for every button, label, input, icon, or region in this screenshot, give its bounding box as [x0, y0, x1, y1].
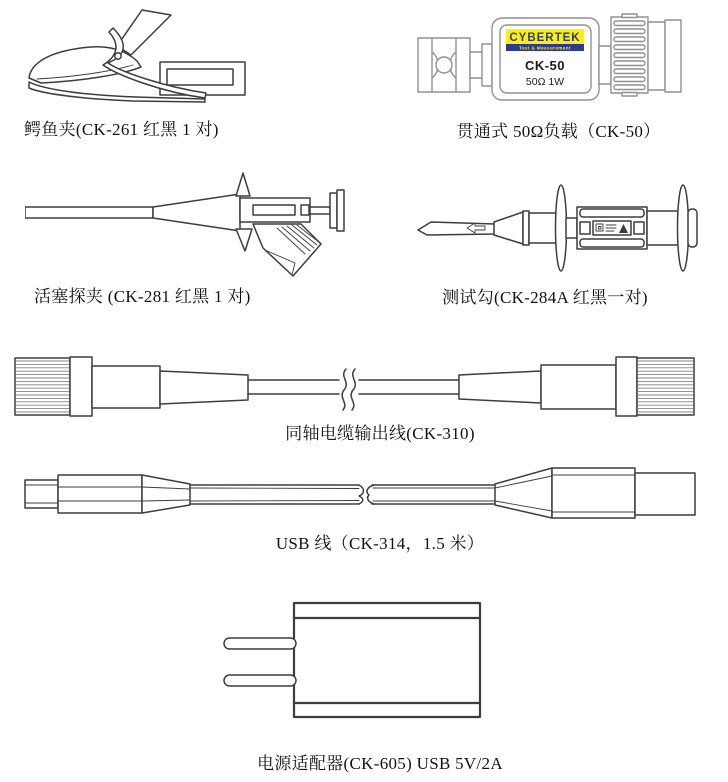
caption-feedthrough-load: 贯通式 50Ω负载（CK-50） [456, 122, 661, 141]
load-body [492, 18, 599, 100]
model-text: CK-50 [524, 58, 566, 73]
caption-test-hook: 测试勾(CK-284A 红黑一对) [442, 288, 648, 307]
test-hook-drawing [417, 178, 702, 273]
power-adapter-shape [224, 603, 480, 717]
caption-piston-probe: 活塞探夹 (CK-281 红黑 1 对) [34, 287, 251, 306]
usb-plug-a [495, 468, 695, 518]
coax-wire [248, 369, 459, 410]
usb-wire [190, 485, 495, 504]
spec-text: 50Ω 1W [525, 76, 565, 88]
tagline-text: Test & Measurement [519, 45, 571, 51]
piston-probe-shape [25, 173, 344, 276]
usb-plug-small [25, 475, 190, 513]
caption-alligator-clip: 鳄鱼夹(CK-261 红黑 1 对) [24, 120, 219, 139]
alligator-clip-drawing [25, 6, 250, 108]
feedthrough-load-drawing [416, 8, 701, 110]
power-adapter-drawing [218, 600, 483, 722]
bnc-male-connector [599, 14, 681, 96]
brand-text: CYBERTEK [509, 32, 581, 44]
cable-break-icon [359, 485, 364, 504]
piston-probe-drawing [25, 170, 350, 280]
cybertek-label [506, 29, 584, 51]
coax-connector-right [459, 357, 694, 416]
cable-break-icon [342, 369, 346, 410]
caption-power-adapter: 电源适配器(CK-605) USB 5V/2A [257, 754, 503, 773]
usb-cable-drawing [22, 464, 698, 520]
test-hook-shape [418, 185, 697, 271]
caption-coax-cable: 同轴电缆输出线(CK-310) [285, 424, 475, 443]
safety-label [593, 221, 631, 235]
plug-prong-bottom [224, 675, 296, 686]
alligator-clip-shape [29, 10, 245, 102]
caption-usb-cable: USB 线（CK-314，1.5 米） [275, 534, 485, 553]
coax-connector-left [15, 357, 248, 416]
plug-prong-top [224, 638, 296, 649]
bnc-female-connector [418, 38, 492, 92]
coax-cable-drawing [12, 356, 696, 418]
